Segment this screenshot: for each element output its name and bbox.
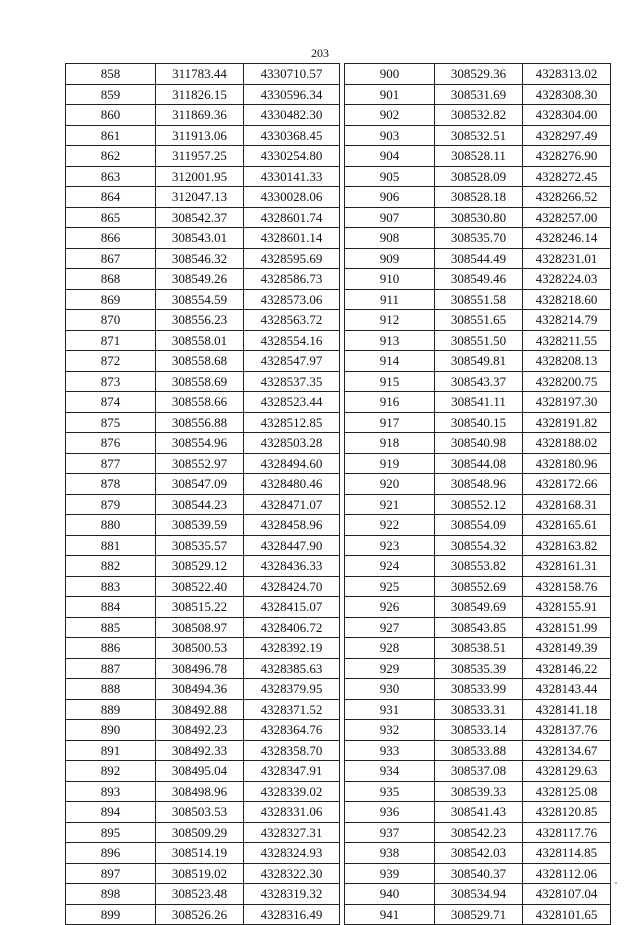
right-point-number-cell: 910 — [345, 269, 435, 290]
left-point-number-cell: 875 — [66, 412, 156, 433]
left-x-coordinate-cell: 308539.59 — [156, 515, 244, 536]
right-x-coordinate-cell: 308528.18 — [435, 187, 523, 208]
right-point-number-cell: 905 — [345, 166, 435, 187]
left-y-coordinate-cell: 4330368.45 — [244, 125, 340, 146]
left-point-number-cell: 860 — [66, 105, 156, 126]
right-point-number-cell: 921 — [345, 494, 435, 515]
left-point-number-cell: 881 — [66, 535, 156, 556]
right-x-coordinate-cell: 308532.51 — [435, 125, 523, 146]
right-point-number-cell: 901 — [345, 84, 435, 105]
left-x-coordinate-cell: 311869.36 — [156, 105, 244, 126]
right-y-coordinate-cell: 4328313.02 — [523, 64, 611, 85]
right-y-coordinate-cell: 4328197.30 — [523, 392, 611, 413]
right-point-number-cell: 915 — [345, 371, 435, 392]
left-x-coordinate-cell: 308558.01 — [156, 330, 244, 351]
left-y-coordinate-cell: 4330254.80 — [244, 146, 340, 167]
right-x-coordinate-cell: 308542.03 — [435, 843, 523, 864]
right-point-number-cell: 932 — [345, 720, 435, 741]
right-point-number-cell: 914 — [345, 351, 435, 372]
left-y-coordinate-cell: 4328601.14 — [244, 228, 340, 249]
left-x-coordinate-cell: 308552.97 — [156, 453, 244, 474]
right-x-coordinate-cell: 308530.80 — [435, 207, 523, 228]
left-point-number-cell: 883 — [66, 576, 156, 597]
table-row — [66, 679, 611, 700]
left-point-number-cell: 871 — [66, 330, 156, 351]
left-y-coordinate-cell: 4328480.46 — [244, 474, 340, 495]
left-y-coordinate-cell: 4328324.93 — [244, 843, 340, 864]
right-x-coordinate-cell: 308533.14 — [435, 720, 523, 741]
right-x-coordinate-cell: 308543.85 — [435, 617, 523, 638]
right-y-coordinate-cell: 4328257.00 — [523, 207, 611, 228]
right-point-number-cell: 916 — [345, 392, 435, 413]
left-x-coordinate-cell: 308529.12 — [156, 556, 244, 577]
right-x-coordinate-cell: 308537.08 — [435, 761, 523, 782]
right-y-coordinate-cell: 4328125.08 — [523, 781, 611, 802]
left-point-number-cell: 889 — [66, 699, 156, 720]
right-point-number-cell: 911 — [345, 289, 435, 310]
right-y-coordinate-cell: 4328114.85 — [523, 843, 611, 864]
right-y-coordinate-cell: 4328276.90 — [523, 146, 611, 167]
left-y-coordinate-cell: 4330596.34 — [244, 84, 340, 105]
right-point-number-cell: 929 — [345, 658, 435, 679]
right-x-coordinate-cell: 308542.23 — [435, 822, 523, 843]
left-x-coordinate-cell: 308535.57 — [156, 535, 244, 556]
left-point-number-cell: 898 — [66, 884, 156, 905]
table-row — [66, 515, 611, 536]
left-x-coordinate-cell: 308509.29 — [156, 822, 244, 843]
left-y-coordinate-cell: 4328406.72 — [244, 617, 340, 638]
left-point-number-cell: 877 — [66, 453, 156, 474]
left-point-number-cell: 891 — [66, 740, 156, 761]
table-row — [66, 207, 611, 228]
left-point-number-cell: 884 — [66, 597, 156, 618]
left-point-number-cell: 865 — [66, 207, 156, 228]
left-y-coordinate-cell: 4328347.91 — [244, 761, 340, 782]
table-row — [66, 781, 611, 802]
right-y-coordinate-cell: 4328180.96 — [523, 453, 611, 474]
left-y-coordinate-cell: 4328537.35 — [244, 371, 340, 392]
left-point-number-cell: 893 — [66, 781, 156, 802]
left-point-number-cell: 870 — [66, 310, 156, 331]
left-point-number-cell: 886 — [66, 638, 156, 659]
table-row — [66, 822, 611, 843]
table-row — [66, 371, 611, 392]
left-y-coordinate-cell: 4328512.85 — [244, 412, 340, 433]
left-x-coordinate-cell: 308558.68 — [156, 351, 244, 372]
left-x-coordinate-cell: 308558.66 — [156, 392, 244, 413]
left-x-coordinate-cell: 308519.02 — [156, 863, 244, 884]
table-row — [66, 269, 611, 290]
left-point-number-cell: 869 — [66, 289, 156, 310]
right-y-coordinate-cell: 4328172.66 — [523, 474, 611, 495]
right-point-number-cell: 920 — [345, 474, 435, 495]
left-y-coordinate-cell: 4328392.19 — [244, 638, 340, 659]
right-x-coordinate-cell: 308552.12 — [435, 494, 523, 515]
table-row — [66, 658, 611, 679]
left-point-number-cell: 878 — [66, 474, 156, 495]
right-x-coordinate-cell: 308548.96 — [435, 474, 523, 495]
left-y-coordinate-cell: 4328371.52 — [244, 699, 340, 720]
left-x-coordinate-cell: 308503.53 — [156, 802, 244, 823]
right-x-coordinate-cell: 308539.33 — [435, 781, 523, 802]
left-x-coordinate-cell: 308514.19 — [156, 843, 244, 864]
right-x-coordinate-cell: 308544.08 — [435, 453, 523, 474]
right-point-number-cell: 919 — [345, 453, 435, 474]
right-y-coordinate-cell: 4328112.06 — [523, 863, 611, 884]
right-y-coordinate-cell: 4328129.63 — [523, 761, 611, 782]
right-point-number-cell: 930 — [345, 679, 435, 700]
table-row — [66, 638, 611, 659]
left-x-coordinate-cell: 308522.40 — [156, 576, 244, 597]
left-point-number-cell: 862 — [66, 146, 156, 167]
right-y-coordinate-cell: 4328134.67 — [523, 740, 611, 761]
right-y-coordinate-cell: 4328117.76 — [523, 822, 611, 843]
right-x-coordinate-cell: 308529.71 — [435, 904, 523, 925]
right-x-coordinate-cell: 308549.46 — [435, 269, 523, 290]
right-x-coordinate-cell: 308544.49 — [435, 248, 523, 269]
left-x-coordinate-cell: 308492.88 — [156, 699, 244, 720]
right-y-coordinate-cell: 4328161.31 — [523, 556, 611, 577]
left-y-coordinate-cell: 4330710.57 — [244, 64, 340, 85]
left-point-number-cell: 887 — [66, 658, 156, 679]
left-y-coordinate-cell: 4328458.96 — [244, 515, 340, 536]
right-y-coordinate-cell: 4328304.00 — [523, 105, 611, 126]
coordinates-table-body — [66, 64, 611, 925]
left-y-coordinate-cell: 4328595.69 — [244, 248, 340, 269]
right-point-number-cell: 917 — [345, 412, 435, 433]
left-point-number-cell: 879 — [66, 494, 156, 515]
right-x-coordinate-cell: 308528.11 — [435, 146, 523, 167]
right-point-number-cell: 939 — [345, 863, 435, 884]
right-point-number-cell: 935 — [345, 781, 435, 802]
right-y-coordinate-cell: 4328107.04 — [523, 884, 611, 905]
right-x-coordinate-cell: 308534.94 — [435, 884, 523, 905]
left-x-coordinate-cell: 308554.59 — [156, 289, 244, 310]
table-row — [66, 576, 611, 597]
right-point-number-cell: 937 — [345, 822, 435, 843]
right-y-coordinate-cell: 4328137.76 — [523, 720, 611, 741]
right-y-coordinate-cell: 4328272.45 — [523, 166, 611, 187]
left-y-coordinate-cell: 4330141.33 — [244, 166, 340, 187]
left-y-coordinate-cell: 4328447.90 — [244, 535, 340, 556]
right-x-coordinate-cell: 308549.81 — [435, 351, 523, 372]
right-y-coordinate-cell: 4328158.76 — [523, 576, 611, 597]
left-y-coordinate-cell: 4328563.72 — [244, 310, 340, 331]
left-x-coordinate-cell: 308515.22 — [156, 597, 244, 618]
right-point-number-cell: 902 — [345, 105, 435, 126]
left-point-number-cell: 858 — [66, 64, 156, 85]
table-row — [66, 330, 611, 351]
right-x-coordinate-cell: 308541.11 — [435, 392, 523, 413]
left-y-coordinate-cell: 4328322.30 — [244, 863, 340, 884]
right-y-coordinate-cell: 4328191.82 — [523, 412, 611, 433]
left-y-coordinate-cell: 4328385.63 — [244, 658, 340, 679]
right-point-number-cell: 926 — [345, 597, 435, 618]
left-y-coordinate-cell: 4328424.70 — [244, 576, 340, 597]
table-row — [66, 494, 611, 515]
right-x-coordinate-cell: 308554.09 — [435, 515, 523, 536]
left-x-coordinate-cell: 308542.37 — [156, 207, 244, 228]
right-point-number-cell: 933 — [345, 740, 435, 761]
right-y-coordinate-cell: 4328308.30 — [523, 84, 611, 105]
left-x-coordinate-cell: 308498.96 — [156, 781, 244, 802]
right-x-coordinate-cell: 308552.69 — [435, 576, 523, 597]
right-point-number-cell: 909 — [345, 248, 435, 269]
left-point-number-cell: 863 — [66, 166, 156, 187]
left-point-number-cell: 892 — [66, 761, 156, 782]
right-x-coordinate-cell: 308531.69 — [435, 84, 523, 105]
right-x-coordinate-cell: 308528.09 — [435, 166, 523, 187]
left-y-coordinate-cell: 4328573.06 — [244, 289, 340, 310]
table-row — [66, 105, 611, 126]
left-y-coordinate-cell: 4328364.76 — [244, 720, 340, 741]
right-point-number-cell: 925 — [345, 576, 435, 597]
right-y-coordinate-cell: 4328231.01 — [523, 248, 611, 269]
table-row — [66, 289, 611, 310]
left-point-number-cell: 888 — [66, 679, 156, 700]
left-x-coordinate-cell: 311913.06 — [156, 125, 244, 146]
right-x-coordinate-cell: 308533.88 — [435, 740, 523, 761]
table-row — [66, 64, 611, 85]
right-y-coordinate-cell: 4328101.65 — [523, 904, 611, 925]
left-point-number-cell: 864 — [66, 187, 156, 208]
left-y-coordinate-cell: 4328415.07 — [244, 597, 340, 618]
right-point-number-cell: 923 — [345, 535, 435, 556]
table-row — [66, 904, 611, 925]
left-x-coordinate-cell: 308494.36 — [156, 679, 244, 700]
right-x-coordinate-cell: 308529.36 — [435, 64, 523, 85]
right-point-number-cell: 907 — [345, 207, 435, 228]
left-x-coordinate-cell: 308549.26 — [156, 269, 244, 290]
table-row — [66, 761, 611, 782]
table-row — [66, 228, 611, 249]
table-row — [66, 720, 611, 741]
right-y-coordinate-cell: 4328200.75 — [523, 371, 611, 392]
right-point-number-cell: 913 — [345, 330, 435, 351]
left-y-coordinate-cell: 4328554.16 — [244, 330, 340, 351]
table-row — [66, 310, 611, 331]
right-x-coordinate-cell: 308554.32 — [435, 535, 523, 556]
left-point-number-cell: 874 — [66, 392, 156, 413]
table-row — [66, 351, 611, 372]
left-y-coordinate-cell: 4328503.28 — [244, 433, 340, 454]
left-y-coordinate-cell: 4328601.74 — [244, 207, 340, 228]
table-row — [66, 146, 611, 167]
left-x-coordinate-cell: 312047.13 — [156, 187, 244, 208]
right-y-coordinate-cell: 4328218.60 — [523, 289, 611, 310]
right-y-coordinate-cell: 4328208.13 — [523, 351, 611, 372]
left-y-coordinate-cell: 4328436.33 — [244, 556, 340, 577]
table-row — [66, 699, 611, 720]
table-row — [66, 474, 611, 495]
right-x-coordinate-cell: 308533.31 — [435, 699, 523, 720]
right-point-number-cell: 936 — [345, 802, 435, 823]
table-row — [66, 125, 611, 146]
left-point-number-cell: 866 — [66, 228, 156, 249]
table-row — [66, 617, 611, 638]
right-point-number-cell: 912 — [345, 310, 435, 331]
left-point-number-cell: 895 — [66, 822, 156, 843]
left-x-coordinate-cell: 308508.97 — [156, 617, 244, 638]
left-x-coordinate-cell: 308492.33 — [156, 740, 244, 761]
left-point-number-cell: 868 — [66, 269, 156, 290]
left-y-coordinate-cell: 4328379.95 — [244, 679, 340, 700]
right-x-coordinate-cell: 308551.58 — [435, 289, 523, 310]
right-x-coordinate-cell: 308540.98 — [435, 433, 523, 454]
table-row — [66, 597, 611, 618]
left-x-coordinate-cell: 308492.23 — [156, 720, 244, 741]
right-point-number-cell: 927 — [345, 617, 435, 638]
page-number: 203 — [311, 46, 329, 60]
right-x-coordinate-cell: 308538.51 — [435, 638, 523, 659]
left-point-number-cell: 890 — [66, 720, 156, 741]
left-point-number-cell: 882 — [66, 556, 156, 577]
right-point-number-cell: 906 — [345, 187, 435, 208]
right-y-coordinate-cell: 4328246.14 — [523, 228, 611, 249]
left-x-coordinate-cell: 308495.04 — [156, 761, 244, 782]
left-point-number-cell: 876 — [66, 433, 156, 454]
right-y-coordinate-cell: 4328297.49 — [523, 125, 611, 146]
left-y-coordinate-cell: 4328339.02 — [244, 781, 340, 802]
left-x-coordinate-cell: 312001.95 — [156, 166, 244, 187]
left-x-coordinate-cell: 308546.32 — [156, 248, 244, 269]
left-x-coordinate-cell: 308556.23 — [156, 310, 244, 331]
right-point-number-cell: 934 — [345, 761, 435, 782]
right-y-coordinate-cell: 4328165.61 — [523, 515, 611, 536]
right-y-coordinate-cell: 4328141.18 — [523, 699, 611, 720]
left-y-coordinate-cell: 4328586.73 — [244, 269, 340, 290]
left-point-number-cell: 880 — [66, 515, 156, 536]
right-x-coordinate-cell: 308540.37 — [435, 863, 523, 884]
left-y-coordinate-cell: 4328319.32 — [244, 884, 340, 905]
left-x-coordinate-cell: 311826.15 — [156, 84, 244, 105]
left-point-number-cell: 859 — [66, 84, 156, 105]
right-x-coordinate-cell: 308532.82 — [435, 105, 523, 126]
table-row — [66, 740, 611, 761]
left-point-number-cell: 872 — [66, 351, 156, 372]
right-y-coordinate-cell: 4328151.99 — [523, 617, 611, 638]
right-x-coordinate-cell: 308540.15 — [435, 412, 523, 433]
left-point-number-cell: 899 — [66, 904, 156, 925]
left-point-number-cell: 896 — [66, 843, 156, 864]
left-x-coordinate-cell: 308496.78 — [156, 658, 244, 679]
table-row — [66, 84, 611, 105]
right-point-number-cell: 924 — [345, 556, 435, 577]
left-point-number-cell: 867 — [66, 248, 156, 269]
left-x-coordinate-cell: 308500.53 — [156, 638, 244, 659]
left-x-coordinate-cell: 308523.48 — [156, 884, 244, 905]
right-x-coordinate-cell: 308533.99 — [435, 679, 523, 700]
left-x-coordinate-cell: 308544.23 — [156, 494, 244, 515]
left-point-number-cell: 873 — [66, 371, 156, 392]
left-point-number-cell: 894 — [66, 802, 156, 823]
table-row — [66, 535, 611, 556]
table-row — [66, 187, 611, 208]
left-y-coordinate-cell: 4328331.06 — [244, 802, 340, 823]
left-x-coordinate-cell: 311783.44 — [156, 64, 244, 85]
right-point-number-cell: 928 — [345, 638, 435, 659]
right-x-coordinate-cell: 308543.37 — [435, 371, 523, 392]
corner-dot — [614, 881, 618, 885]
right-point-number-cell: 918 — [345, 433, 435, 454]
left-y-coordinate-cell: 4328471.07 — [244, 494, 340, 515]
table-row — [66, 433, 611, 454]
right-point-number-cell: 900 — [345, 64, 435, 85]
table-row — [66, 843, 611, 864]
left-x-coordinate-cell: 308556.88 — [156, 412, 244, 433]
left-y-coordinate-cell: 4328316.49 — [244, 904, 340, 925]
right-point-number-cell: 940 — [345, 884, 435, 905]
right-y-coordinate-cell: 4328120.85 — [523, 802, 611, 823]
left-point-number-cell: 885 — [66, 617, 156, 638]
coordinates-table — [65, 63, 611, 925]
left-x-coordinate-cell: 308543.01 — [156, 228, 244, 249]
left-x-coordinate-cell: 308554.96 — [156, 433, 244, 454]
right-point-number-cell: 903 — [345, 125, 435, 146]
table-row — [66, 248, 611, 269]
right-x-coordinate-cell: 308551.65 — [435, 310, 523, 331]
table-row — [66, 556, 611, 577]
left-y-coordinate-cell: 4328547.97 — [244, 351, 340, 372]
right-x-coordinate-cell: 308535.39 — [435, 658, 523, 679]
left-x-coordinate-cell: 308558.69 — [156, 371, 244, 392]
right-x-coordinate-cell: 308535.70 — [435, 228, 523, 249]
table-row — [66, 802, 611, 823]
left-point-number-cell: 861 — [66, 125, 156, 146]
right-point-number-cell: 938 — [345, 843, 435, 864]
table-row — [66, 166, 611, 187]
left-x-coordinate-cell: 311957.25 — [156, 146, 244, 167]
right-point-number-cell: 922 — [345, 515, 435, 536]
right-y-coordinate-cell: 4328155.91 — [523, 597, 611, 618]
right-point-number-cell: 941 — [345, 904, 435, 925]
right-y-coordinate-cell: 4328168.31 — [523, 494, 611, 515]
right-y-coordinate-cell: 4328143.44 — [523, 679, 611, 700]
right-x-coordinate-cell: 308549.69 — [435, 597, 523, 618]
table-row — [66, 453, 611, 474]
table-row — [66, 863, 611, 884]
table-row — [66, 884, 611, 905]
right-point-number-cell: 931 — [345, 699, 435, 720]
right-y-coordinate-cell: 4328211.55 — [523, 330, 611, 351]
right-y-coordinate-cell: 4328163.82 — [523, 535, 611, 556]
table-row — [66, 412, 611, 433]
right-y-coordinate-cell: 4328214.79 — [523, 310, 611, 331]
right-y-coordinate-cell: 4328149.39 — [523, 638, 611, 659]
right-x-coordinate-cell: 308553.82 — [435, 556, 523, 577]
left-x-coordinate-cell: 308526.26 — [156, 904, 244, 925]
left-y-coordinate-cell: 4330482.30 — [244, 105, 340, 126]
right-x-coordinate-cell: 308541.43 — [435, 802, 523, 823]
left-y-coordinate-cell: 4328358.70 — [244, 740, 340, 761]
left-y-coordinate-cell: 4330028.06 — [244, 187, 340, 208]
right-y-coordinate-cell: 4328266.52 — [523, 187, 611, 208]
left-point-number-cell: 897 — [66, 863, 156, 884]
left-x-coordinate-cell: 308547.09 — [156, 474, 244, 495]
right-x-coordinate-cell: 308551.50 — [435, 330, 523, 351]
right-point-number-cell: 908 — [345, 228, 435, 249]
right-point-number-cell: 904 — [345, 146, 435, 167]
left-y-coordinate-cell: 4328327.31 — [244, 822, 340, 843]
left-y-coordinate-cell: 4328523.44 — [244, 392, 340, 413]
table-row — [66, 392, 611, 413]
left-y-coordinate-cell: 4328494.60 — [244, 453, 340, 474]
right-y-coordinate-cell: 4328188.02 — [523, 433, 611, 454]
right-y-coordinate-cell: 4328224.03 — [523, 269, 611, 290]
right-y-coordinate-cell: 4328146.22 — [523, 658, 611, 679]
